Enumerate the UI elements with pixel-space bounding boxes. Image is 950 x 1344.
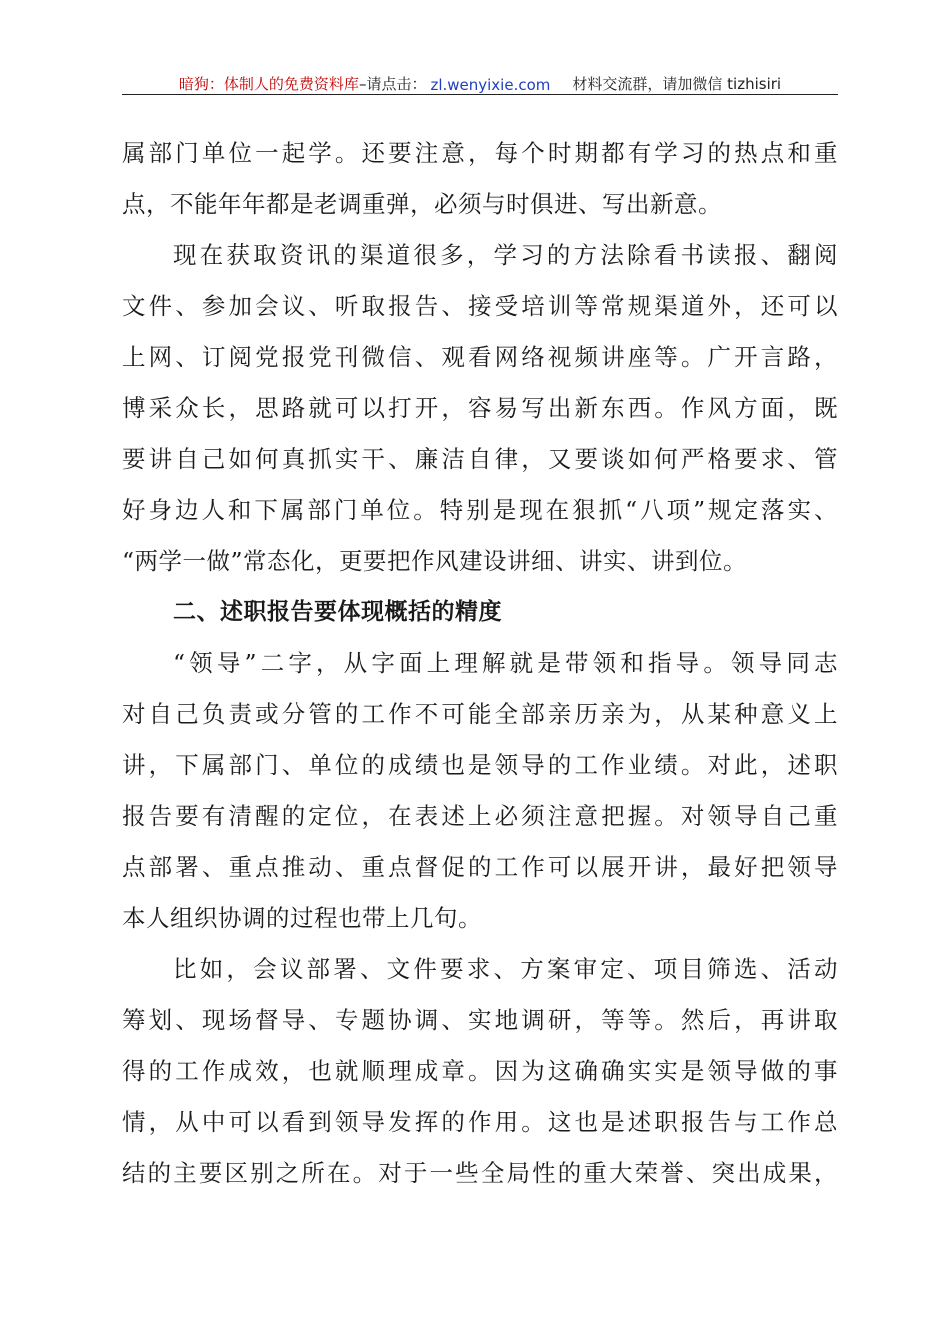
text-line: 讲，下属部门、单位的成绩也是领导的工作业绩。对此，述职 [122, 751, 838, 779]
header-site-name: 暗狗：体制人的免费资料库 [178, 75, 359, 93]
text-line: 本人组织协调的过程也带上几句。 [122, 904, 482, 932]
header-url-link[interactable]: zl.wenyixie.com [430, 76, 551, 94]
text-line: “领导”二字，从字面上理解就是带领和指导。领导同志 [173, 649, 838, 677]
header-divider [122, 94, 838, 95]
document-body [122, 128, 838, 1199]
text-line: 现在获取资讯的渠道很多，学习的方法除看书读报、翻阅 [173, 241, 838, 269]
text-line: 博采众长，思路就可以打开，容易写出新东西。作风方面，既 [122, 394, 838, 422]
text-line: “两学一做”常态化，更要把作风建设讲细、讲实、讲到位。 [122, 547, 748, 575]
header-contact: 材料交流群，请加微信 tizhisiri [572, 75, 782, 93]
text-line: 上网、订阅党报党刊微信、观看网络视频讲座等。广开言路， [122, 343, 838, 371]
text-line: 结的主要区别之所在。对于一些全局性的重大荣誉、突出成果， [122, 1159, 838, 1187]
section-heading: 二、述职报告要体现概括的精度 [173, 599, 502, 625]
page-header [122, 70, 838, 94]
text-line: 点部署、重点推动、重点督促的工作可以展开讲，最好把领导 [122, 853, 838, 881]
text-line: 要讲自己如何真抓实干、廉洁自律，又要谈如何严格要求、管 [122, 445, 838, 473]
text-line: 情，从中可以看到领导发挥的作用。这也是述职报告与工作总 [122, 1108, 838, 1136]
text-line: 好身边人和下属部门单位。特别是现在狠抓“八项”规定落实、 [122, 496, 838, 524]
header-click-prompt: –请点击： [358, 75, 427, 93]
text-line: 筹划、现场督导、专题协调、实地调研，等等。然后，再讲取 [122, 1006, 838, 1034]
text-line: 对自己负责或分管的工作不可能全部亲历亲为，从某种意义上 [122, 700, 838, 728]
text-line: 文件、参加会议、听取报告、接受培训等常规渠道外，还可以 [122, 292, 838, 320]
text-line: 报告要有清醒的定位，在表述上必须注意把握。对领导自己重 [122, 802, 838, 830]
text-line: 点，不能年年都是老调重弹，必须与时俱进、写出新意。 [122, 190, 722, 218]
text-line: 属部门单位一起学。还要注意，每个时期都有学习的热点和重 [122, 139, 838, 167]
text-line: 得的工作成效，也就顺理成章。因为这确确实实是领导做的事 [122, 1057, 838, 1085]
text-line: 比如，会议部署、文件要求、方案审定、项目筛选、活动 [173, 955, 838, 983]
